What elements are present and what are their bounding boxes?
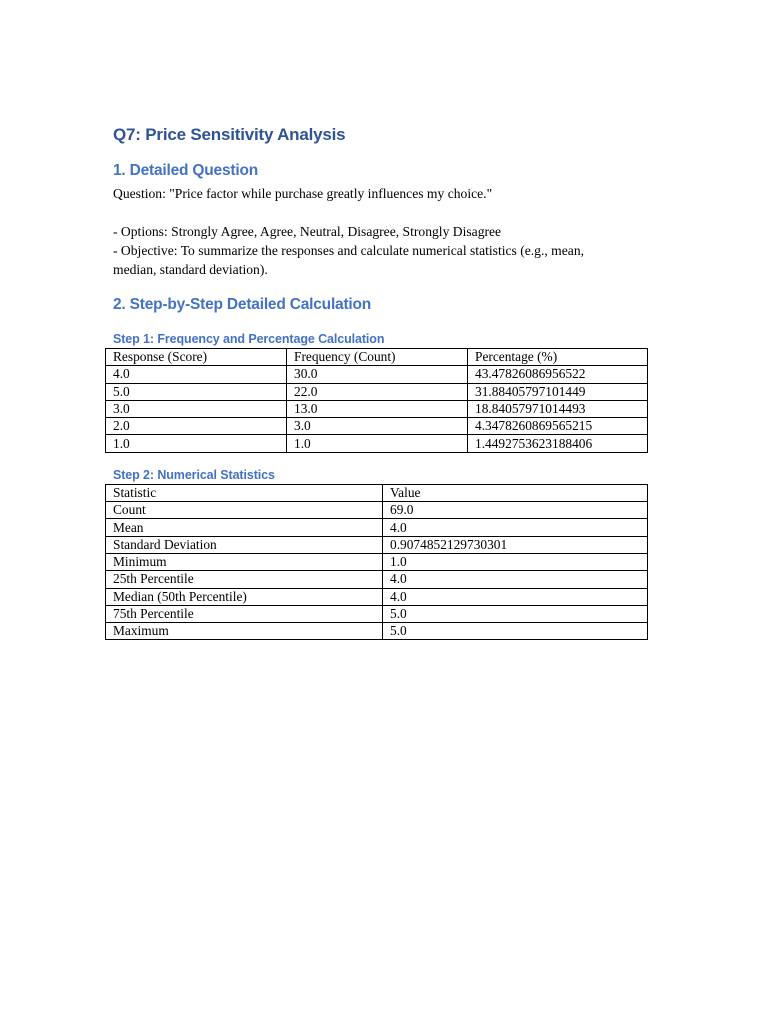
table-cell: 13.0 — [287, 400, 468, 417]
table-cell: Mean — [106, 519, 383, 536]
step2-heading: Step 2: Numerical Statistics — [113, 467, 275, 482]
table-header-cell: Percentage (%) — [468, 349, 648, 366]
table-cell: 1.0 — [106, 435, 287, 452]
table-row — [106, 366, 648, 383]
table-row — [106, 571, 648, 588]
table-row — [106, 502, 648, 519]
objective-text-line2: median, standard deviation). — [113, 262, 268, 277]
table-cell: Count — [106, 502, 383, 519]
table-cell: 18.84057971014493 — [468, 400, 648, 417]
table-row — [106, 383, 648, 400]
table-cell: 5.0 — [383, 605, 648, 622]
options-text: - Options: Strongly Agree, Agree, Neutral, Disagree, Strongly Disagree — [113, 224, 502, 239]
table-cell: 0.9074852129730301 — [383, 536, 648, 553]
table-cell: 25th Percentile — [106, 571, 383, 588]
objective-text-line1: - Objective: To summarize the responses and calculate numerical statistics (e.g., mean, — [113, 243, 585, 258]
table-cell: 2.0 — [106, 418, 287, 435]
table-header-cell: Response (Score) — [106, 349, 287, 366]
section-heading-calculation: 2. Step-by-Step Detailed Calculation — [113, 296, 372, 313]
table-header-row — [106, 349, 648, 366]
table-cell: 75th Percentile — [106, 605, 383, 622]
table-cell: Median (50th Percentile) — [106, 588, 383, 605]
table-cell: 3.0 — [106, 400, 287, 417]
table-cell: 4.0 — [106, 366, 287, 383]
table-cell: 4.0 — [383, 588, 648, 605]
table-row — [106, 519, 648, 536]
table-cell: 43.47826086956522 — [468, 366, 648, 383]
table-cell: Maximum — [106, 623, 383, 640]
frequency-table — [105, 348, 648, 453]
table-cell: 1.0 — [287, 435, 468, 452]
table-cell: Standard Deviation — [106, 536, 383, 553]
document-content — [113, 123, 653, 640]
table-cell: 4.3478260869565215 — [468, 418, 648, 435]
step1-heading: Step 1: Frequency and Percentage Calculation — [113, 332, 385, 346]
table-cell: 5.0 — [106, 383, 287, 400]
table-cell: 69.0 — [383, 502, 648, 519]
table-cell: 4.0 — [383, 519, 648, 536]
page-title: Q7: Price Sensitivity Analysis — [113, 125, 346, 144]
table-row — [106, 623, 648, 640]
table-cell: 1.4492753623188406 — [468, 435, 648, 452]
table-header-cell: Statistic — [106, 484, 383, 501]
table-cell: 4.0 — [383, 571, 648, 588]
table-row — [106, 588, 648, 605]
table-cell: 5.0 — [383, 623, 648, 640]
table-header-cell: Frequency (Count) — [287, 349, 468, 366]
statistics-table — [105, 484, 648, 641]
table-row — [106, 418, 648, 435]
table-cell: 1.0 — [383, 553, 648, 570]
table-header-row — [106, 484, 648, 501]
section-heading-detailed-question: 1. Detailed Question — [113, 162, 259, 179]
question-text: Question: "Price factor while purchase greatly influences my choice." — [113, 186, 493, 201]
table-cell: 3.0 — [287, 418, 468, 435]
table-row — [106, 400, 648, 417]
table-row — [106, 536, 648, 553]
table-row — [106, 553, 648, 570]
table-row — [106, 435, 648, 452]
table-cell: Minimum — [106, 553, 383, 570]
table-cell: 30.0 — [287, 366, 468, 383]
table-cell: 22.0 — [287, 383, 468, 400]
table-header-cell: Value — [383, 484, 648, 501]
table-cell: 31.88405797101449 — [468, 383, 648, 400]
table-row — [106, 605, 648, 622]
